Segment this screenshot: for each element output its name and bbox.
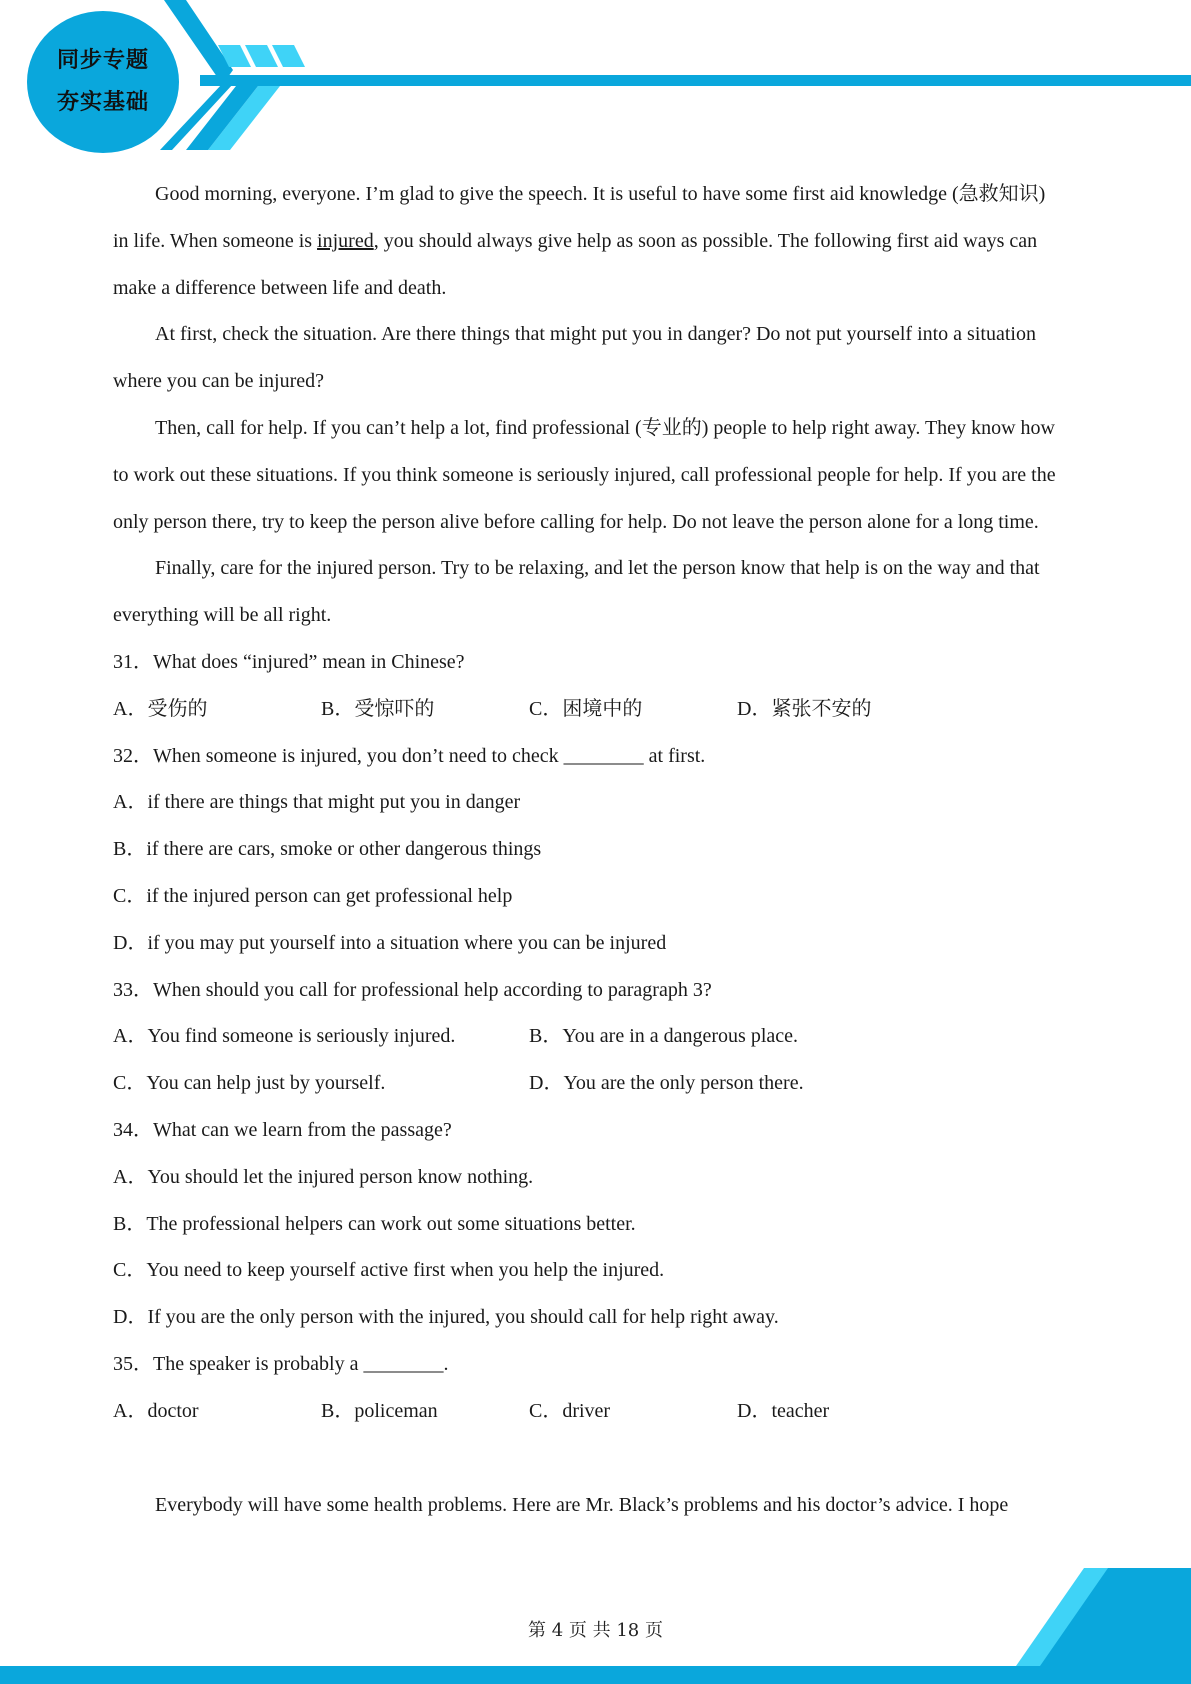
option-b: B．if there are cars, smoke or other dangerous things bbox=[113, 838, 542, 861]
header-stripe bbox=[245, 45, 278, 67]
question-34-stem: 34．What can we learn from the passage? bbox=[113, 1118, 452, 1141]
option-b: B．The professional helpers can work out some situations better. bbox=[113, 1212, 636, 1235]
option-d: D．紧张不安的 bbox=[737, 697, 872, 720]
option-d: D．teacher bbox=[737, 1399, 830, 1422]
underlined-word: injured bbox=[317, 229, 374, 252]
page-header bbox=[0, 0, 1191, 160]
option-a: A．You should let the injured person know nothing. bbox=[113, 1165, 534, 1188]
header-stripe bbox=[272, 45, 305, 67]
option-a: A．受伤的 bbox=[113, 697, 208, 720]
option-c: C．driver bbox=[529, 1399, 611, 1422]
section-badge bbox=[27, 11, 179, 153]
option-a: A．if there are things that might put you in danger bbox=[113, 791, 521, 814]
passage-paragraph-1 bbox=[113, 171, 1065, 311]
section-spacer bbox=[113, 1435, 1065, 1482]
page-content bbox=[113, 171, 1065, 1528]
passage-text: Good morning, everyone. I’m glad to give the speech. It is useful to have some first aid knowledge (急救知识) in life. When someone is bbox=[113, 183, 1046, 252]
header-rule bbox=[200, 75, 1191, 86]
badge-line-1: 同步专题 bbox=[56, 48, 149, 73]
question-33-stem: 33．When should you call for professional help according to paragraph 3? bbox=[113, 978, 712, 1001]
option-d: D．If you are the only person with the injured, you should call for help right away. bbox=[113, 1306, 779, 1329]
question-32-stem: 32．When someone is injured, you don’t need to check ________ at first. bbox=[113, 744, 706, 767]
passage-paragraph-4: Finally, care for the injured person. Try to be relaxing, and let the person know that help is on the way and that everything will be all right. bbox=[113, 557, 1040, 627]
option-b: B．policeman bbox=[321, 1399, 438, 1422]
question-35-stem: 35．The speaker is probably a ________. bbox=[113, 1352, 449, 1375]
footer-rule bbox=[0, 1666, 1191, 1684]
question-33-options-row-1 bbox=[113, 1013, 1065, 1060]
option-b: B．受惊吓的 bbox=[321, 697, 435, 720]
option-b: B．You are in a dangerous place. bbox=[529, 1025, 799, 1048]
option-c: C．You can help just by yourself. bbox=[113, 1072, 386, 1095]
passage-paragraph-2: At first, check the situation. Are there things that might put you in danger? Do not put yourself into a situation where you can be injured? bbox=[113, 323, 1036, 393]
option-d: D．if you may put yourself into a situation where you can be injured bbox=[113, 931, 667, 954]
question-35-options bbox=[113, 1388, 1065, 1435]
question-31-options bbox=[113, 686, 1065, 733]
option-c: C．You need to keep yourself active first when you help the injured. bbox=[113, 1259, 665, 1282]
option-a: A．You find someone is seriously injured. bbox=[113, 1025, 456, 1048]
option-c: C．困境中的 bbox=[529, 697, 643, 720]
option-c: C．if the injured person can get professional help bbox=[113, 884, 513, 907]
passage-text: , you should always give help as soon as possible. The following first aid ways can make a difference between life and death. bbox=[113, 229, 1038, 299]
question-33-options-row-2 bbox=[113, 1060, 1065, 1107]
next-passage-start: Everybody will have some health problems. Here are Mr. Black’s problems and his doctor’s advice. I hope bbox=[155, 1493, 1009, 1516]
question-31-stem: 31．What does “injured” mean in Chinese? bbox=[113, 650, 465, 673]
option-d: D．You are the only person there. bbox=[529, 1072, 804, 1095]
badge-line-2: 夯实基础 bbox=[56, 90, 149, 115]
passage-paragraph-3: Then, call for help. If you can’t help a lot, find professional (专业的) people to help right away. They know how to work out these situations. If you think someone is seriously injured, call professional people for help. If you are the only person there, try to keep the person alive before calling for help. Do not leave the person alone for a long time. bbox=[113, 416, 1056, 533]
option-a: A．doctor bbox=[113, 1399, 199, 1422]
page-number: 第 4 页 共 18 页 bbox=[528, 1620, 663, 1641]
